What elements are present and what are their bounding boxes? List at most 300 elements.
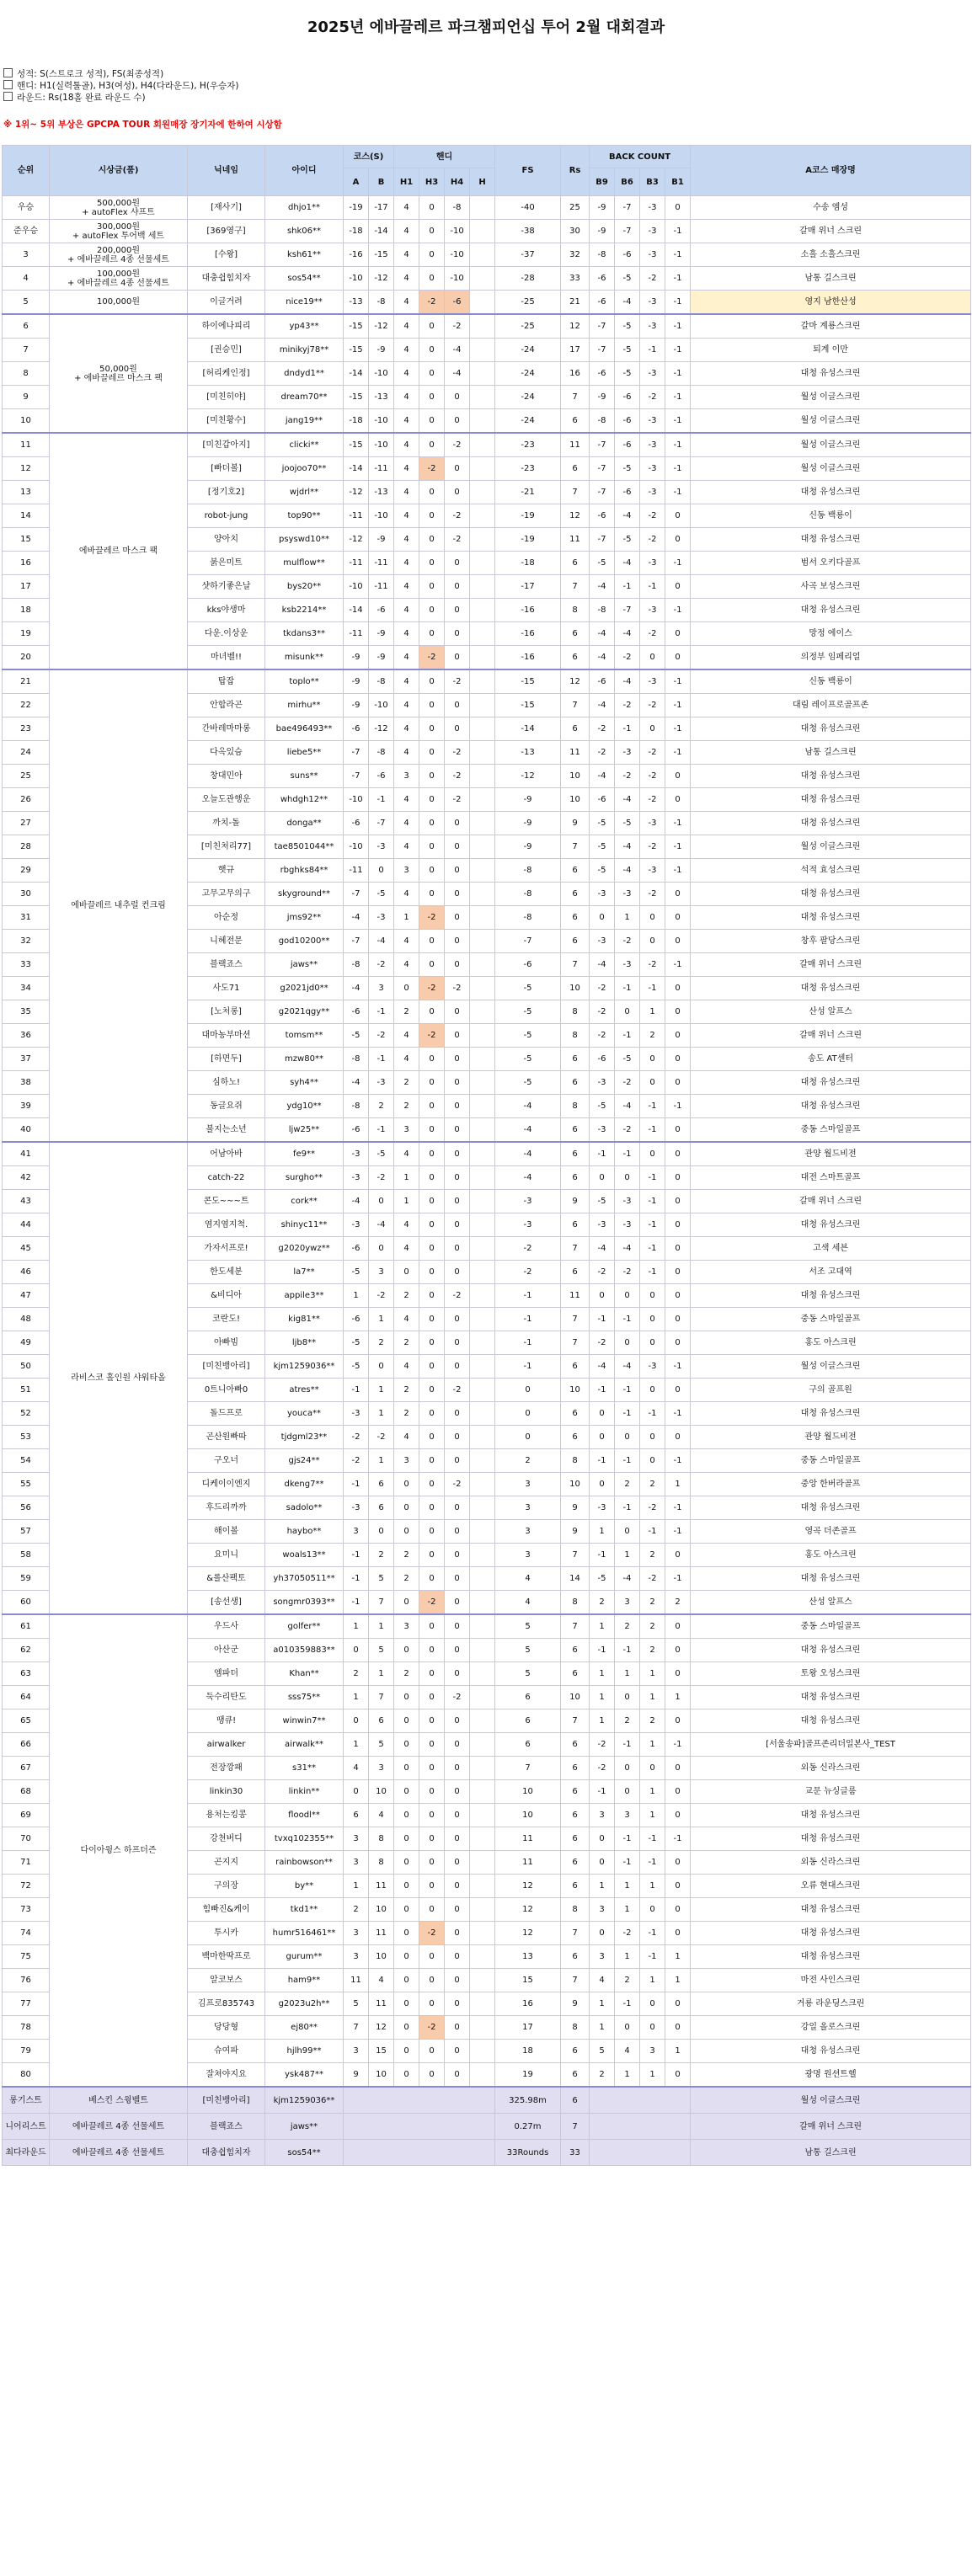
h3-cell: -2 [419,977,445,1000]
table-row [3,196,971,220]
b9-cell: -7 [590,433,615,457]
id-cell: fe9** [265,1142,344,1166]
id-cell: yp43** [265,314,344,339]
b9-cell: 1 [590,2016,615,2040]
b1-cell: 0 [665,1071,691,1095]
b3-cell: -1 [640,339,665,362]
store-cell: 영곡 더존골프 [691,1520,971,1544]
h-cell [470,409,495,434]
h-cell [470,765,495,788]
course-b-cell: -15 [369,243,394,267]
h3-cell: 0 [419,1804,445,1827]
store-cell: 월성 이글스크린 [691,409,971,434]
id-cell: top90** [265,504,344,528]
course-a-cell: -12 [344,481,369,504]
b9-cell: -2 [590,1024,615,1048]
h4-cell: 0 [445,552,470,575]
id-cell: god10200** [265,930,344,953]
b1-cell: -1 [665,835,691,859]
h1-cell: 4 [394,812,419,835]
id-cell: s31** [265,1757,344,1780]
fs-cell: -16 [495,622,561,646]
b1-cell: 0 [665,1922,691,1945]
h-cell [470,977,495,1000]
b3-cell: 0 [640,717,665,741]
rs-cell: 6 [561,1945,590,1969]
h-cell [470,1071,495,1095]
b1-cell: -1 [665,669,691,694]
rs-cell: 8 [561,1024,590,1048]
b9-cell: -7 [590,528,615,552]
header-b: B [369,168,394,196]
b1-cell: 1 [665,1969,691,1992]
b9-cell: -5 [590,835,615,859]
id-cell: humr516461** [265,1922,344,1945]
h4-cell: -2 [445,1686,470,1709]
b1-cell: 0 [665,765,691,788]
h-cell [470,1544,495,1567]
course-b-cell: 0 [369,1190,394,1213]
id-cell: ljw25** [265,1118,344,1143]
course-b-cell: -6 [369,599,394,622]
b9-cell: 1 [590,1614,615,1639]
rs-cell: 10 [561,977,590,1000]
h1-cell: 3 [394,1614,419,1639]
rs-cell: 10 [561,1473,590,1496]
id-cell: skyground** [265,883,344,906]
fs-cell: -1 [495,1331,561,1355]
h4-cell: -4 [445,362,470,386]
h3-cell: 0 [419,1284,445,1308]
b6-cell: -1 [615,1308,640,1331]
h-cell [470,741,495,765]
id-cell: atres** [265,1379,344,1402]
course-a-cell: 9 [344,2063,369,2088]
fs-cell: -5 [495,1048,561,1071]
b6-cell: -3 [615,883,640,906]
store-cell: 중동 스마일골프 [691,1118,971,1143]
h3-cell: 0 [419,1757,445,1780]
course-a-cell: -7 [344,741,369,765]
rs-cell: 7 [561,953,590,977]
nickname-cell: 마녀벨!! [188,646,265,670]
rank-cell: 17 [3,575,50,599]
h-cell [470,1875,495,1898]
h3-cell: 0 [419,552,445,575]
b3-cell: -1 [640,1166,665,1190]
h-cell [470,599,495,622]
fs-cell: 7 [495,1757,561,1780]
b6-cell: 0 [615,1780,640,1804]
h4-cell: 0 [445,1544,470,1567]
h4-cell: 0 [445,409,470,434]
h1-cell: 0 [394,1875,419,1898]
h4-cell: -2 [445,1284,470,1308]
course-a-cell: -3 [344,1496,369,1520]
h-cell [470,2016,495,2040]
b6-cell: -4 [615,1095,640,1118]
h1-cell: 0 [394,2040,419,2063]
rs-cell: 6 [561,883,590,906]
b3-cell: -1 [640,575,665,599]
rs-cell: 7 [561,835,590,859]
h-cell [470,1520,495,1544]
nickname-cell: 우드사 [188,1614,265,1639]
h3-cell: 0 [419,267,445,291]
b6-cell: -6 [615,386,640,409]
h3-cell: 0 [419,196,445,220]
h1-cell: 4 [394,1048,419,1071]
h-cell [470,575,495,599]
rank-cell: 14 [3,504,50,528]
h4-cell: 0 [445,481,470,504]
nickname-cell: 둑수리탄도 [188,1686,265,1709]
course-a-cell: 6 [344,1804,369,1827]
nickname-cell: [하면두] [188,1048,265,1071]
nickname-cell: catch-22 [188,1166,265,1190]
rs-cell: 6 [561,622,590,646]
h3-cell: 0 [419,1355,445,1379]
h4-cell: 0 [445,1308,470,1331]
course-a-cell: -7 [344,930,369,953]
b3-cell: 2 [640,1591,665,1615]
b1-cell: 1 [665,2040,691,2063]
course-a-cell: -7 [344,883,369,906]
b6-cell: 2 [615,1614,640,1639]
h3-cell: 0 [419,362,445,386]
course-b-cell: 10 [369,2063,394,2088]
h4-cell: 0 [445,835,470,859]
header-store: A코스 매장명 [691,146,971,196]
h4-cell: 0 [445,1261,470,1284]
b9-cell: 3 [590,1898,615,1922]
table-row [3,243,971,267]
fs-cell: -14 [495,717,561,741]
rank-cell: 80 [3,2063,50,2088]
h3-cell: 0 [419,694,445,717]
rank-cell: 61 [3,1614,50,1639]
course-b-cell: 7 [369,1686,394,1709]
course-a-cell: -5 [344,1331,369,1355]
b9-cell: -2 [590,1733,615,1757]
h4-cell: 0 [445,1827,470,1851]
store-cell: 대청 유성스크린 [691,1567,971,1591]
b1-cell: -1 [665,1733,691,1757]
b1-cell: 0 [665,788,691,812]
course-b-cell: 11 [369,1875,394,1898]
b3-cell: 1 [640,1662,665,1686]
rs-cell: 6 [561,1780,590,1804]
id-cell: rainbowson** [265,1851,344,1875]
store-cell: 고색 세븐 [691,1237,971,1261]
course-a-cell: -13 [344,291,369,315]
prize-text: 에바끌레르 마스크 팩 [78,547,158,556]
nickname-cell: 불지는소년 [188,1118,265,1143]
course-b-cell: 5 [369,1733,394,1757]
course-a-cell: -15 [344,339,369,362]
course-b-cell: 1 [369,1614,394,1639]
b1-cell: -1 [665,339,691,362]
course-b-cell: -4 [369,930,394,953]
id-cell: ej80** [265,2016,344,2040]
award-id-cell: jaws** [265,2114,344,2140]
fs-cell: 3 [495,1544,561,1567]
b9-cell: -1 [590,1142,615,1166]
nickname-cell: 백마한딱프로 [188,1945,265,1969]
course-a-cell: 3 [344,1945,369,1969]
rs-cell: 7 [561,1709,590,1733]
b6-cell: 4 [615,2040,640,2063]
fs-cell: -38 [495,220,561,243]
rs-cell: 6 [561,1757,590,1780]
id-cell: la7** [265,1261,344,1284]
h-cell [470,1213,495,1237]
h1-cell: 0 [394,1922,419,1945]
course-a-cell: -10 [344,575,369,599]
rank-cell: 52 [3,1402,50,1426]
h4-cell: 0 [445,1591,470,1615]
h1-cell: 4 [394,953,419,977]
course-b-cell: -17 [369,196,394,220]
h4-cell: 0 [445,2063,470,2088]
rank-cell: 23 [3,717,50,741]
store-cell: 관양 월드비전 [691,1426,971,1449]
fs-cell: 3 [495,1496,561,1520]
store-cell: 대청 유성스크린 [691,1095,971,1118]
award-rs-cell: 7 [561,2114,590,2140]
h-cell [470,196,495,220]
fs-cell: -1 [495,1308,561,1331]
store-cell: 강일 올로스크린 [691,2016,971,2040]
h-cell [470,267,495,291]
award-rs-cell: 6 [561,2087,590,2114]
id-cell: donga** [265,812,344,835]
nickname-cell: 돌드프로 [188,1402,265,1426]
rs-cell: 12 [561,669,590,694]
nickname-cell: 간바레마마롱 [188,717,265,741]
course-b-cell: 6 [369,1709,394,1733]
h-cell [470,1898,495,1922]
h4-cell: 0 [445,930,470,953]
b6-cell: 0 [615,1000,640,1024]
store-cell: 대청 유성스크린 [691,481,971,504]
store-cell: 갈매 위너 스크린 [691,1190,971,1213]
rs-cell: 10 [561,1686,590,1709]
b3-cell: 1 [640,1804,665,1827]
b1-cell: -1 [665,386,691,409]
h1-cell: 0 [394,1496,419,1520]
rs-cell: 12 [561,504,590,528]
course-b-cell: -1 [369,1118,394,1143]
b1-cell: 1 [665,1686,691,1709]
store-cell: 거룡 라운딩스크린 [691,1992,971,2016]
b1-cell: 0 [665,906,691,930]
h3-cell: 0 [419,1709,445,1733]
b9-cell: 0 [590,1473,615,1496]
header-fs: FS [495,146,561,196]
h-cell [470,694,495,717]
h3-cell: 0 [419,1095,445,1118]
b9-cell: -2 [590,1331,615,1355]
rank-cell: 우승 [3,196,50,220]
header-a: A [344,168,369,196]
h4-cell: 0 [445,1757,470,1780]
id-cell: mulflow** [265,552,344,575]
h3-cell: 0 [419,339,445,362]
b6-cell: -4 [615,669,640,694]
b1-cell: -1 [665,220,691,243]
course-b-cell: -9 [369,646,394,670]
b3-cell: -3 [640,362,665,386]
rank-cell: 21 [3,669,50,694]
h3-cell: 0 [419,1639,445,1662]
nickname-cell: 용처는킹콩 [188,1804,265,1827]
prize-cell [50,1142,188,1614]
store-cell: 월성 이글스크린 [691,835,971,859]
h1-cell: 4 [394,1308,419,1331]
h3-cell: 0 [419,1118,445,1143]
prize-notice: ※ 1위~ 5위 부상은 GPCPA TOUR 회원매장 장기자에 한하여 시상함 [3,120,282,130]
b6-cell: -4 [615,788,640,812]
h-cell [470,1166,495,1190]
b3-cell: 1 [640,1686,665,1709]
id-cell: ksh61** [265,243,344,267]
h3-cell: 0 [419,1686,445,1709]
b1-cell: 0 [665,1213,691,1237]
b1-cell: -1 [665,314,691,339]
nickname-cell: linkin30 [188,1780,265,1804]
b9-cell: 0 [590,1922,615,1945]
h-cell [470,481,495,504]
store-cell: 갈매 위너 스크린 [691,1024,971,1048]
b6-cell: -2 [615,1922,640,1945]
course-b-cell: 8 [369,1827,394,1851]
b9-cell: -1 [590,1449,615,1473]
b3-cell: -1 [640,1402,665,1426]
b9-cell: -8 [590,243,615,267]
b9-cell: -1 [590,1639,615,1662]
b6-cell: 0 [615,1686,640,1709]
b3-cell: 0 [640,1331,665,1355]
store-cell: 대청 유성스크린 [691,788,971,812]
course-a-cell: -9 [344,646,369,670]
fs-cell: -24 [495,386,561,409]
b3-cell: -3 [640,1355,665,1379]
rs-cell: 6 [561,1426,590,1449]
b9-cell: -3 [590,930,615,953]
b3-cell: 2 [640,1544,665,1567]
b9-cell: -4 [590,646,615,670]
store-cell: 월성 이글스크린 [691,433,971,457]
store-cell: 외동 신라스크린 [691,1851,971,1875]
h4-cell: 0 [445,1496,470,1520]
id-cell: airwalk** [265,1733,344,1757]
h4-cell: 0 [445,1875,470,1898]
b3-cell: -2 [640,953,665,977]
h-cell [470,1449,495,1473]
header-nickname: 닉네임 [188,146,265,196]
b9-cell: -3 [590,1118,615,1143]
b6-cell: 1 [615,1945,640,1969]
fs-cell: -8 [495,906,561,930]
nickname-cell: 사도71 [188,977,265,1000]
id-cell: ydg10** [265,1095,344,1118]
fs-cell: 10 [495,1804,561,1827]
b9-cell: -2 [590,977,615,1000]
store-cell: 대청 유성스크린 [691,1639,971,1662]
fs-cell: 6 [495,1686,561,1709]
h3-cell: 0 [419,930,445,953]
course-a-cell: -15 [344,386,369,409]
b1-cell: -1 [665,599,691,622]
h4-cell: -4 [445,339,470,362]
b9-cell: 0 [590,1166,615,1190]
rs-cell: 8 [561,1000,590,1024]
id-cell: tvxq102355** [265,1827,344,1851]
nickname-cell: 샷하기좋은날 [188,575,265,599]
store-cell: 대청 유성스크린 [691,1402,971,1426]
h4-cell: 0 [445,859,470,883]
h4-cell: 0 [445,1709,470,1733]
table-row [3,1142,971,1166]
store-cell: 대청 유성스크린 [691,1496,971,1520]
b6-cell: 0 [615,1284,640,1308]
rank-cell: 3 [3,243,50,267]
h1-cell: 3 [394,1118,419,1143]
h4-cell: -10 [445,243,470,267]
course-a-cell: 0 [344,1709,369,1733]
b3-cell: -1 [640,1261,665,1284]
b3-cell: -1 [640,1827,665,1851]
legend-handi-text: 핸디: H1(실력툴골), H3(여성), H4(다라운드), H(우승자) [17,81,239,91]
id-cell: dndyd1** [265,362,344,386]
rs-cell: 8 [561,599,590,622]
course-b-cell: -8 [369,741,394,765]
fs-cell: -15 [495,669,561,694]
b1-cell: 0 [665,1379,691,1402]
rank-cell: 7 [3,339,50,362]
b6-cell: -7 [615,220,640,243]
course-a-cell: 3 [344,1851,369,1875]
course-a-cell: -11 [344,859,369,883]
h4-cell: -8 [445,196,470,220]
nickname-cell: 당당형 [188,2016,265,2040]
nickname-cell: &롤산팩토 [188,1567,265,1591]
prize-text: + autoFlex 샤프트 [82,207,155,217]
b3-cell: -3 [640,291,665,315]
rs-cell: 9 [561,1992,590,2016]
fs-cell: 12 [495,1922,561,1945]
course-b-cell: 10 [369,1780,394,1804]
rank-cell: 79 [3,2040,50,2063]
b9-cell: -6 [590,267,615,291]
h4-cell: 0 [445,1000,470,1024]
rs-cell: 33 [561,267,590,291]
rank-cell: 71 [3,1851,50,1875]
h3-cell: 0 [419,1142,445,1166]
nickname-cell: 슈여파 [188,2040,265,2063]
h1-cell: 4 [394,1024,419,1048]
id-cell: jaws** [265,953,344,977]
h1-cell: 4 [394,883,419,906]
b1-cell: -1 [665,1402,691,1426]
h3-cell: 0 [419,1213,445,1237]
h3-cell: -2 [419,1591,445,1615]
h4-cell: 0 [445,1331,470,1355]
h1-cell: 0 [394,1757,419,1780]
b1-cell: -1 [665,409,691,434]
h3-cell: 0 [419,741,445,765]
